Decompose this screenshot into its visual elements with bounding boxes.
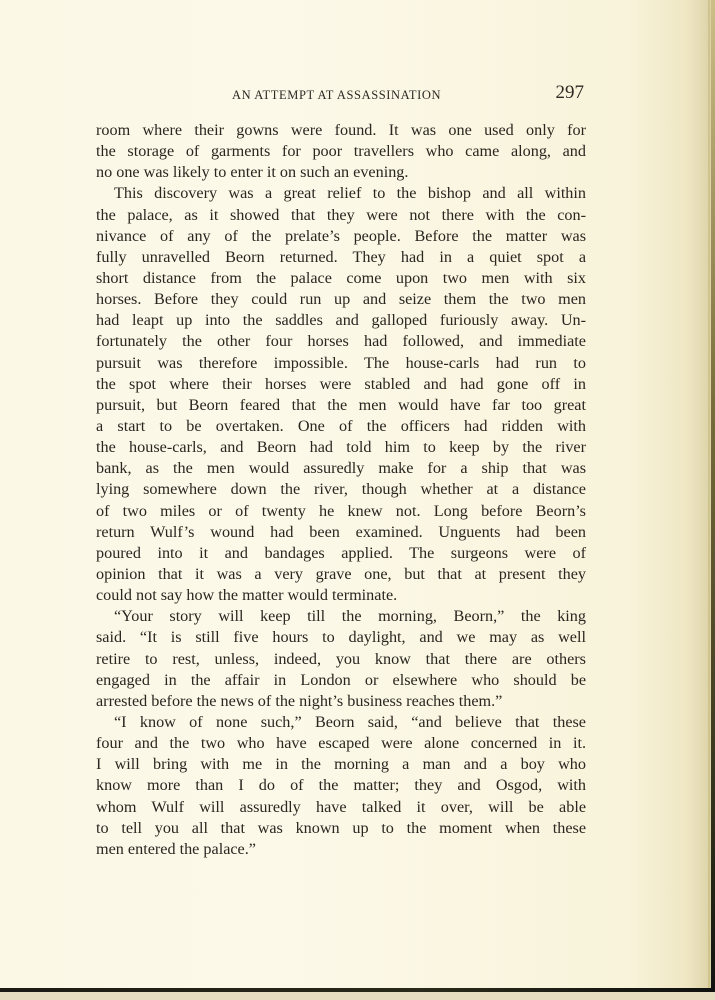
text-line: had leapt up into the saddles and galloped furiously away. Un- [96, 311, 586, 330]
text-line: “I know of none such,” Beorn said, “and believe that these [114, 712, 586, 731]
text-line: pursuit was therefore impossible. The house-carls had run to [96, 353, 586, 372]
text-line: the palace, as it showed that they were not there with the con- [96, 205, 586, 224]
text-line: of two miles or of twenty he knew not. Long before Beorn’s [96, 501, 586, 520]
text-line: the spot where their horses were stabled and had gone off in [96, 374, 586, 393]
text-line: lying somewhere down the river, though whether at a distance [96, 480, 586, 499]
text-line: poured into it and bandages applied. The surgeons were of [96, 543, 586, 562]
text-line: said. “It is still five hours to daylight, and we may as well [96, 628, 586, 647]
text-line: four and the two who have escaped were alone concerned in it. [96, 734, 586, 753]
text-line: room where their gowns were found. It was one used only for [96, 121, 586, 139]
text-line: arrested before the news of the night’s business reaches them.” [96, 691, 503, 710]
text-line: men entered the palace.” [96, 839, 256, 858]
page-number: 297 [555, 82, 584, 103]
text-line: horses. Before they could run up and seize them the two men [96, 290, 586, 309]
text-line: whom Wulf will assuredly have talked it over, will be able [96, 797, 586, 816]
text-line: nivance of any of the prelate’s people. Before the matter was [96, 226, 586, 245]
body-text [96, 120, 586, 860]
text-line: could not say how the matter would terminate. [96, 586, 398, 605]
text-line: return Wulf’s wound had been examined. Unguents had been [96, 522, 586, 541]
running-head [96, 82, 586, 106]
text-line: retire to rest, unless, indeed, you know that there are others [96, 649, 586, 668]
page-edge-shadow [708, 0, 710, 1000]
page-bottom-edge [0, 988, 715, 992]
text-line: “Your story will keep till the morning, Beorn,” the king [114, 607, 586, 626]
text-line: I will bring with me in the morning a man and a boy who [96, 755, 586, 774]
text-line: short distance from the palace come upon two men with six [96, 268, 586, 287]
page-bottom-margin [0, 992, 715, 1000]
text-line: the storage of garments for poor travellers who came along, and [96, 142, 586, 161]
text-line: to tell you all that was known up to the moment when these [96, 818, 586, 837]
page-edge [711, 0, 715, 1000]
text-line: no one was likely to enter it on such an evening. [96, 163, 409, 182]
text-line: the house-carls, and Beorn had told him to keep by the river [96, 438, 586, 457]
text-line: pursuit, but Beorn feared that the men would have far too great [96, 395, 586, 414]
text-line: know more than I do of the matter; they and Osgod, with [96, 776, 586, 795]
text-line: This discovery was a great relief to the bishop and all within [114, 184, 586, 203]
running-title: AN ATTEMPT AT ASSASSINATION [232, 88, 442, 102]
text-line: fully unravelled Beorn returned. They had in a quiet spot a [96, 247, 586, 266]
text-line: a start to be overtaken. One of the officers had ridden with [96, 416, 586, 435]
text-line: bank, as the men would assuredly make for a ship that was [96, 459, 586, 478]
text-line: opinion that it was a very grave one, but that at present they [96, 564, 586, 583]
text-line: engaged in the affair in London or elsewhere who should be [96, 670, 586, 689]
text-line: fortunately the other four horses had followed, and immediate [96, 332, 586, 351]
